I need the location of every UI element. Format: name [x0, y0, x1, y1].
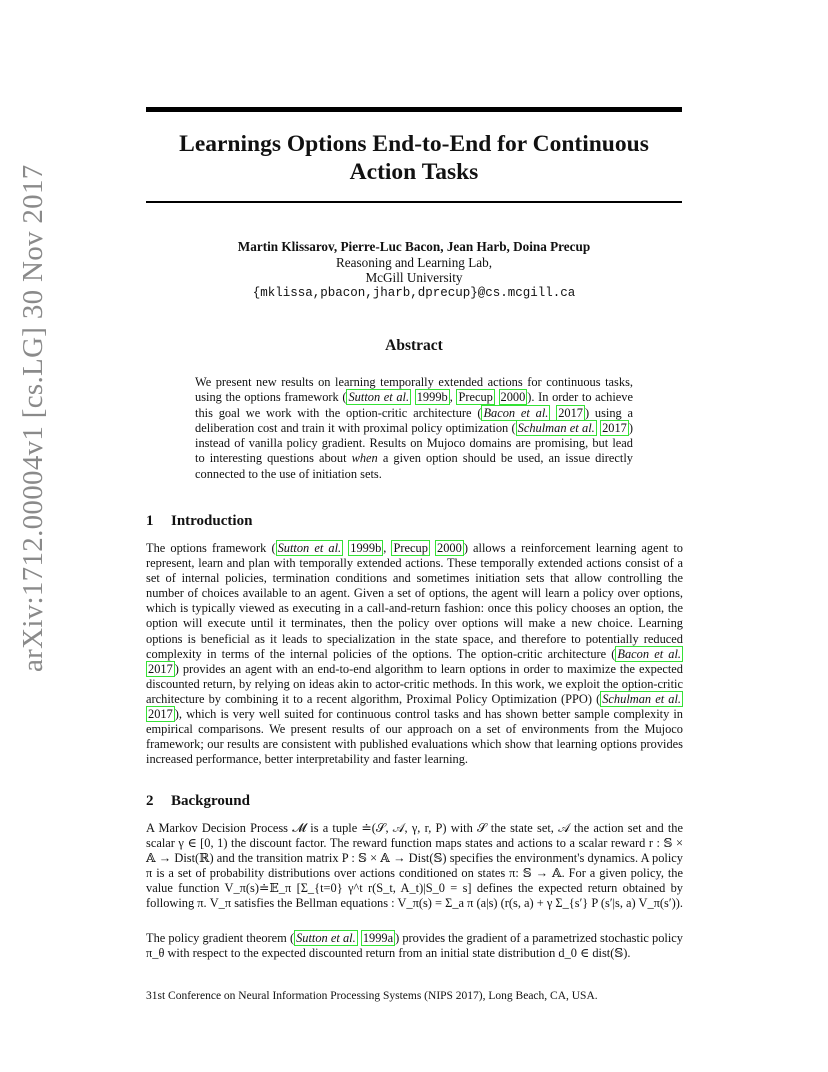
citation-link[interactable]: 2017 [602, 420, 627, 435]
abstract-text-run [495, 390, 499, 404]
citation-link[interactable] [516, 420, 597, 436]
conference-footnote: 31st Conference on Neural Information Processing Systems (NIPS 2017), Long Beach, CA, USA. [146, 990, 598, 1002]
section-title: Introduction [171, 513, 253, 529]
body-text-run: , [383, 541, 392, 555]
author-email: {mklissa,pbacon,jharb,dprecup}@cs.mcgill.ca [252, 285, 576, 300]
introduction-paragraph [146, 541, 683, 767]
citation-link[interactable] [294, 930, 358, 946]
title-rule-top [146, 107, 682, 112]
citation-link[interactable]: Precup [393, 541, 428, 555]
citation-link[interactable]: 1999b [350, 541, 382, 555]
citation-link[interactable]: 2017 [148, 661, 173, 676]
body-text-run: ) allows a reinforcement learning agent to represent, learn and plan with temporally extended actions. These temporally extended actions consist of a set of internal policies, termination conditions and sometimes initiation sets that allow controlling the number of choices available to an agent. Given a set of options, the agent will learn a policy over options, which is typically viewed as executing in a call-and-return fashion: once this policy chooses an option, the option will execute until it terminates, then the policy over options will make a new choice. Learning options is beneficial as it leads to specialization in the state space, and therefore to potentially reduced complexity in terms of the internal policies of the options. The option-critic architecture ( [146, 541, 684, 661]
background-paragraph-2 [146, 931, 683, 961]
citation-text: Sutton et al. [296, 931, 356, 945]
emphasis-text: when [351, 451, 378, 466]
citation-link[interactable]: 1999b [416, 390, 448, 405]
citation-text: Schulman et al. [602, 691, 681, 706]
arxiv-identifier: arXiv:1712.00004v1 [cs.LG] 30 Nov 2017 [17, 164, 49, 672]
author-block [146, 239, 682, 301]
body-text-run: ), which is very well suited for continuous control tasks and has shown better sample complexity in empirical comparisons. We present results of our approach on a set of environments from the Mujoco framework; our results are consistent with published evaluations which show that learning options provides increased performance, better interpretability and faster learning. [146, 707, 683, 767]
citation-text: Sutton et al. [348, 390, 410, 405]
citation-link[interactable] [600, 691, 683, 707]
author-university: McGill University [365, 270, 463, 285]
citation-text: Schulman et al. [517, 420, 595, 435]
author-lab: Reasoning and Learning Lab, [335, 254, 492, 270]
abstract-text-run: , [449, 390, 457, 405]
body-text-run: The options framework ( [146, 541, 276, 555]
citation-text: Bacon et al. [483, 405, 549, 420]
abstract-text-run: a given option should be used, an issue directly connected to the use of initiation sets. [195, 451, 633, 481]
title-rule-bottom [146, 201, 682, 203]
body-text-run: ) provides the gradient of a parametrized stochastic policy π_θ with respect to the expected discounted return from an initial state distribution d_0 ∈ dist(𝕊). [146, 931, 683, 961]
citation-link[interactable] [276, 540, 344, 556]
section-number: 2 [146, 793, 154, 809]
citation-link[interactable] [346, 389, 411, 405]
citation-link[interactable] [615, 646, 683, 662]
section-heading-introduction [146, 513, 252, 530]
paper-title: Learnings Options End-to-End for Continuous Action Tasks [179, 131, 649, 185]
body-text-run: ) provides an agent with an end-to-end algorithm to learn options in order to maximize the expected discounted return, by relying on ideas akin to actor-critic methods. In this work, we exploit the option-critic architecture by combining it to a recent algorithm, Proximal Policy Optimization (PPO) ( [146, 661, 683, 706]
citation-link[interactable]: 2000 [437, 541, 462, 555]
abstract-heading: Abstract [385, 337, 443, 354]
abstract-text-run: We present new results on learning temporally extended actions for continuous tasks, using the options framework ( [195, 375, 633, 405]
citation-link[interactable]: Precup [458, 390, 493, 405]
citation-link[interactable]: 2017 [558, 405, 583, 420]
background-paragraph-1: A Markov Decision Process 𝓜 is a tuple ≐(𝒮, 𝒜, γ, r, P) with 𝒮 the state set, 𝒜 the action set and the scalar γ ∈ [0, 1) the discount factor. The reward function maps states and actions to a scalar reward r : 𝕊 × 𝔸 → Dist(ℝ) and the transition matrix P : 𝕊 × 𝔸 → Dist(𝕊) specifies the environment's dynamics. A policy π is a set of probability distributions over actions conditioned on states π: 𝕊 → 𝔸. For a given policy, the value function V_π(s)≐𝔼_π [Σ_{t=0} γ^t r(S_t, A_t)|S_0 = s] defines the expected return obtained by following π. V_π satisfies the Bellman equations : V_π(s) = Σ_a π (a|s) (r(s, a) + γ Σ_{s′} P (s′|s, a) V_π(s′)). [146, 821, 683, 911]
citation-link[interactable] [481, 405, 550, 421]
section-number: 1 [146, 513, 154, 529]
author-names: Martin Klissarov, Pierre-Luc Bacon, Jean Harb, Doina Precup [237, 239, 591, 254]
citation-link[interactable]: 1999a [362, 931, 394, 945]
abstract-text-run: ) using a deliberation cost and train it with proximal policy optimization ( [195, 405, 634, 435]
abstract-text-run: ) instead of vanilla policy gradient. Results on Mujoco domains are promising, but lead to interesting questions about [195, 420, 633, 466]
citation-link[interactable]: 2000 [500, 390, 526, 405]
citation-text: Sutton et al. [277, 541, 342, 555]
abstract-text [195, 375, 633, 482]
abstract-text-run: ). In order to achieve this goal we work with the option-critic architecture ( [195, 390, 633, 420]
citation-link[interactable]: 2017 [148, 707, 173, 722]
body-text-run: The policy gradient theorem ( [146, 931, 295, 945]
section-heading-background [146, 793, 250, 810]
citation-text: Bacon et al. [617, 646, 682, 661]
section-title: Background [171, 793, 250, 809]
